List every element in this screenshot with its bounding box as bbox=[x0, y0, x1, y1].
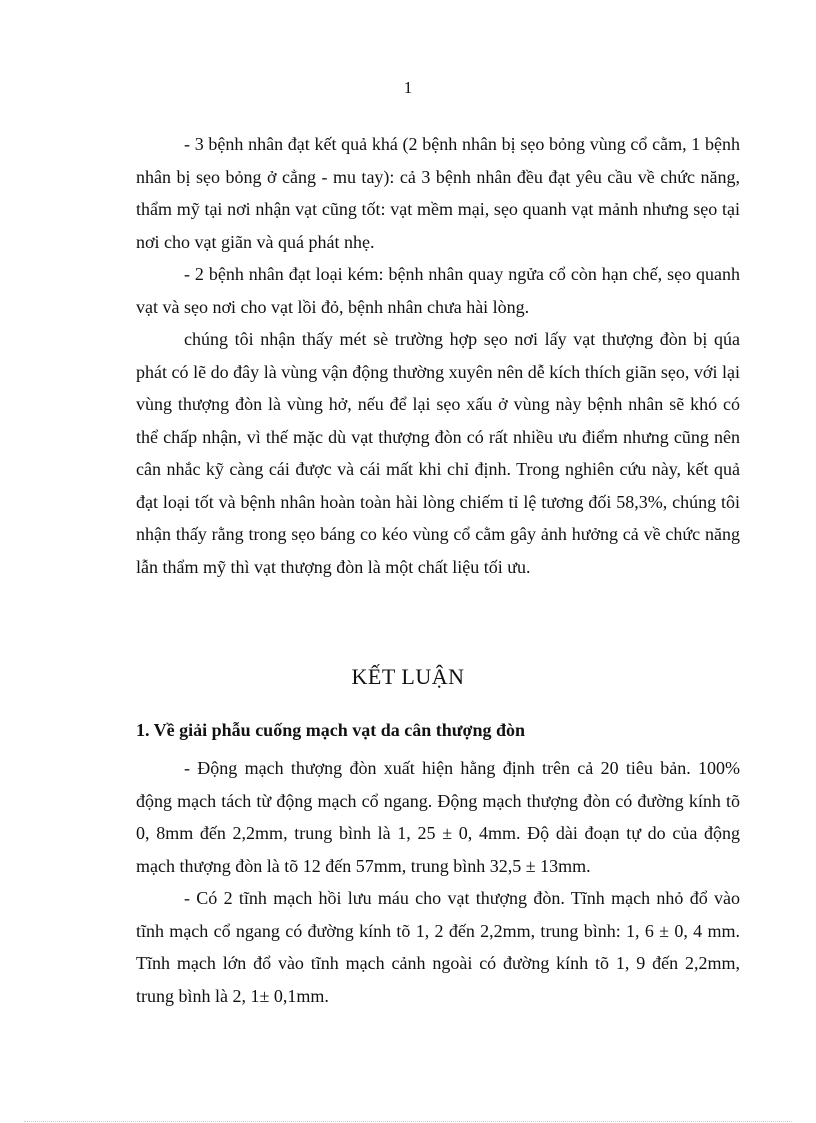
paragraph: chúng tôi nhận thấy mét sè trường hợp sẹo nơi lấy vạt thượng đòn bị qúa phát có lẽ do đây là vùng vận động thường xuyên nên dễ kích thích giãn sẹo, với lại vùng thượng đòn là vùng hở, nếu để lại sẹo xấu ở vùng này bệnh nhân sẽ khó có thể chấp nhận, vì thế mặc dù vạt thượng đòn có rất nhiều ưu điểm nhưng cũng nên cân nhắc kỹ càng cái được và cái mất khi chỉ định. Trong nghiên cứu này, kết quả đạt loại tốt và bệnh nhân hoàn toàn hài lòng chiếm tỉ lệ tương đối 58,3%, chúng tôi nhận thấy rằng trong sẹo báng co kéo vùng cổ cằm gây ảnh hưởng cả về chức năng lẫn thẩm mỹ thì vạt thượng đòn là một chất liệu tối ưu. bbox=[136, 329, 740, 577]
paragraph: - Có 2 tĩnh mạch hồi lưu máu cho vạt thượng đòn. Tĩnh mạch nhỏ đổ vào tĩnh mạch cổ ngang có đường kính tõ 1, 2 đến 2,2mm, trung bình: 1, 6 ± 0, 4 mm. Tĩnh mạch lớn đổ vào tĩnh mạch cảnh ngoài có đường kính tõ 1, 9 đến 2,2mm, trung bình là 2, 1± 0,1mm. bbox=[136, 888, 740, 1006]
paragraph: - 3 bệnh nhân đạt kết quả khá (2 bệnh nhân bị sẹo bỏng vùng cổ cằm, 1 bệnh nhân bị sẹo bỏng ở cẳng - mu tay): cả 3 bệnh nhân đều đạt yêu cầu về chức năng, thẩm mỹ tại nơi nhận vạt cũng tốt: vạt mềm mại, sẹo quanh vạt mảnh nhưng sẹo tại nơi cho vạt giãn và quá phát nhẹ. bbox=[136, 134, 740, 252]
page-number: 1 bbox=[403, 78, 413, 97]
conclusion-heading: KẾT LUẬN bbox=[351, 664, 465, 689]
page-bottom-divider bbox=[24, 1121, 792, 1122]
discussion-text bbox=[136, 128, 740, 583]
conclusion-text bbox=[136, 752, 740, 1012]
section-title: 1. Về giải phẫu cuống mạch vạt da cân thượng đòn bbox=[136, 720, 526, 740]
paragraph: - Động mạch thượng đòn xuất hiện hằng định trên cả 20 tiêu bản. 100% động mạch tách từ động mạch cổ ngang. Động mạch thượng đòn có đường kính tõ 0, 8mm đến 2,2mm, trung bình là 1, 25 ± 0, 4mm. Độ dài đoạn tự do của động mạch thượng đòn là tõ 12 đến 57mm, trung bình 32,5 ± 13mm. bbox=[136, 758, 740, 876]
paragraph: - 2 bệnh nhân đạt loại kém: bệnh nhân quay ngửa cổ còn hạn chế, sẹo quanh vạt và sẹo nơi cho vạt lồi đỏ, bệnh nhân chưa hài lòng. bbox=[136, 264, 740, 317]
